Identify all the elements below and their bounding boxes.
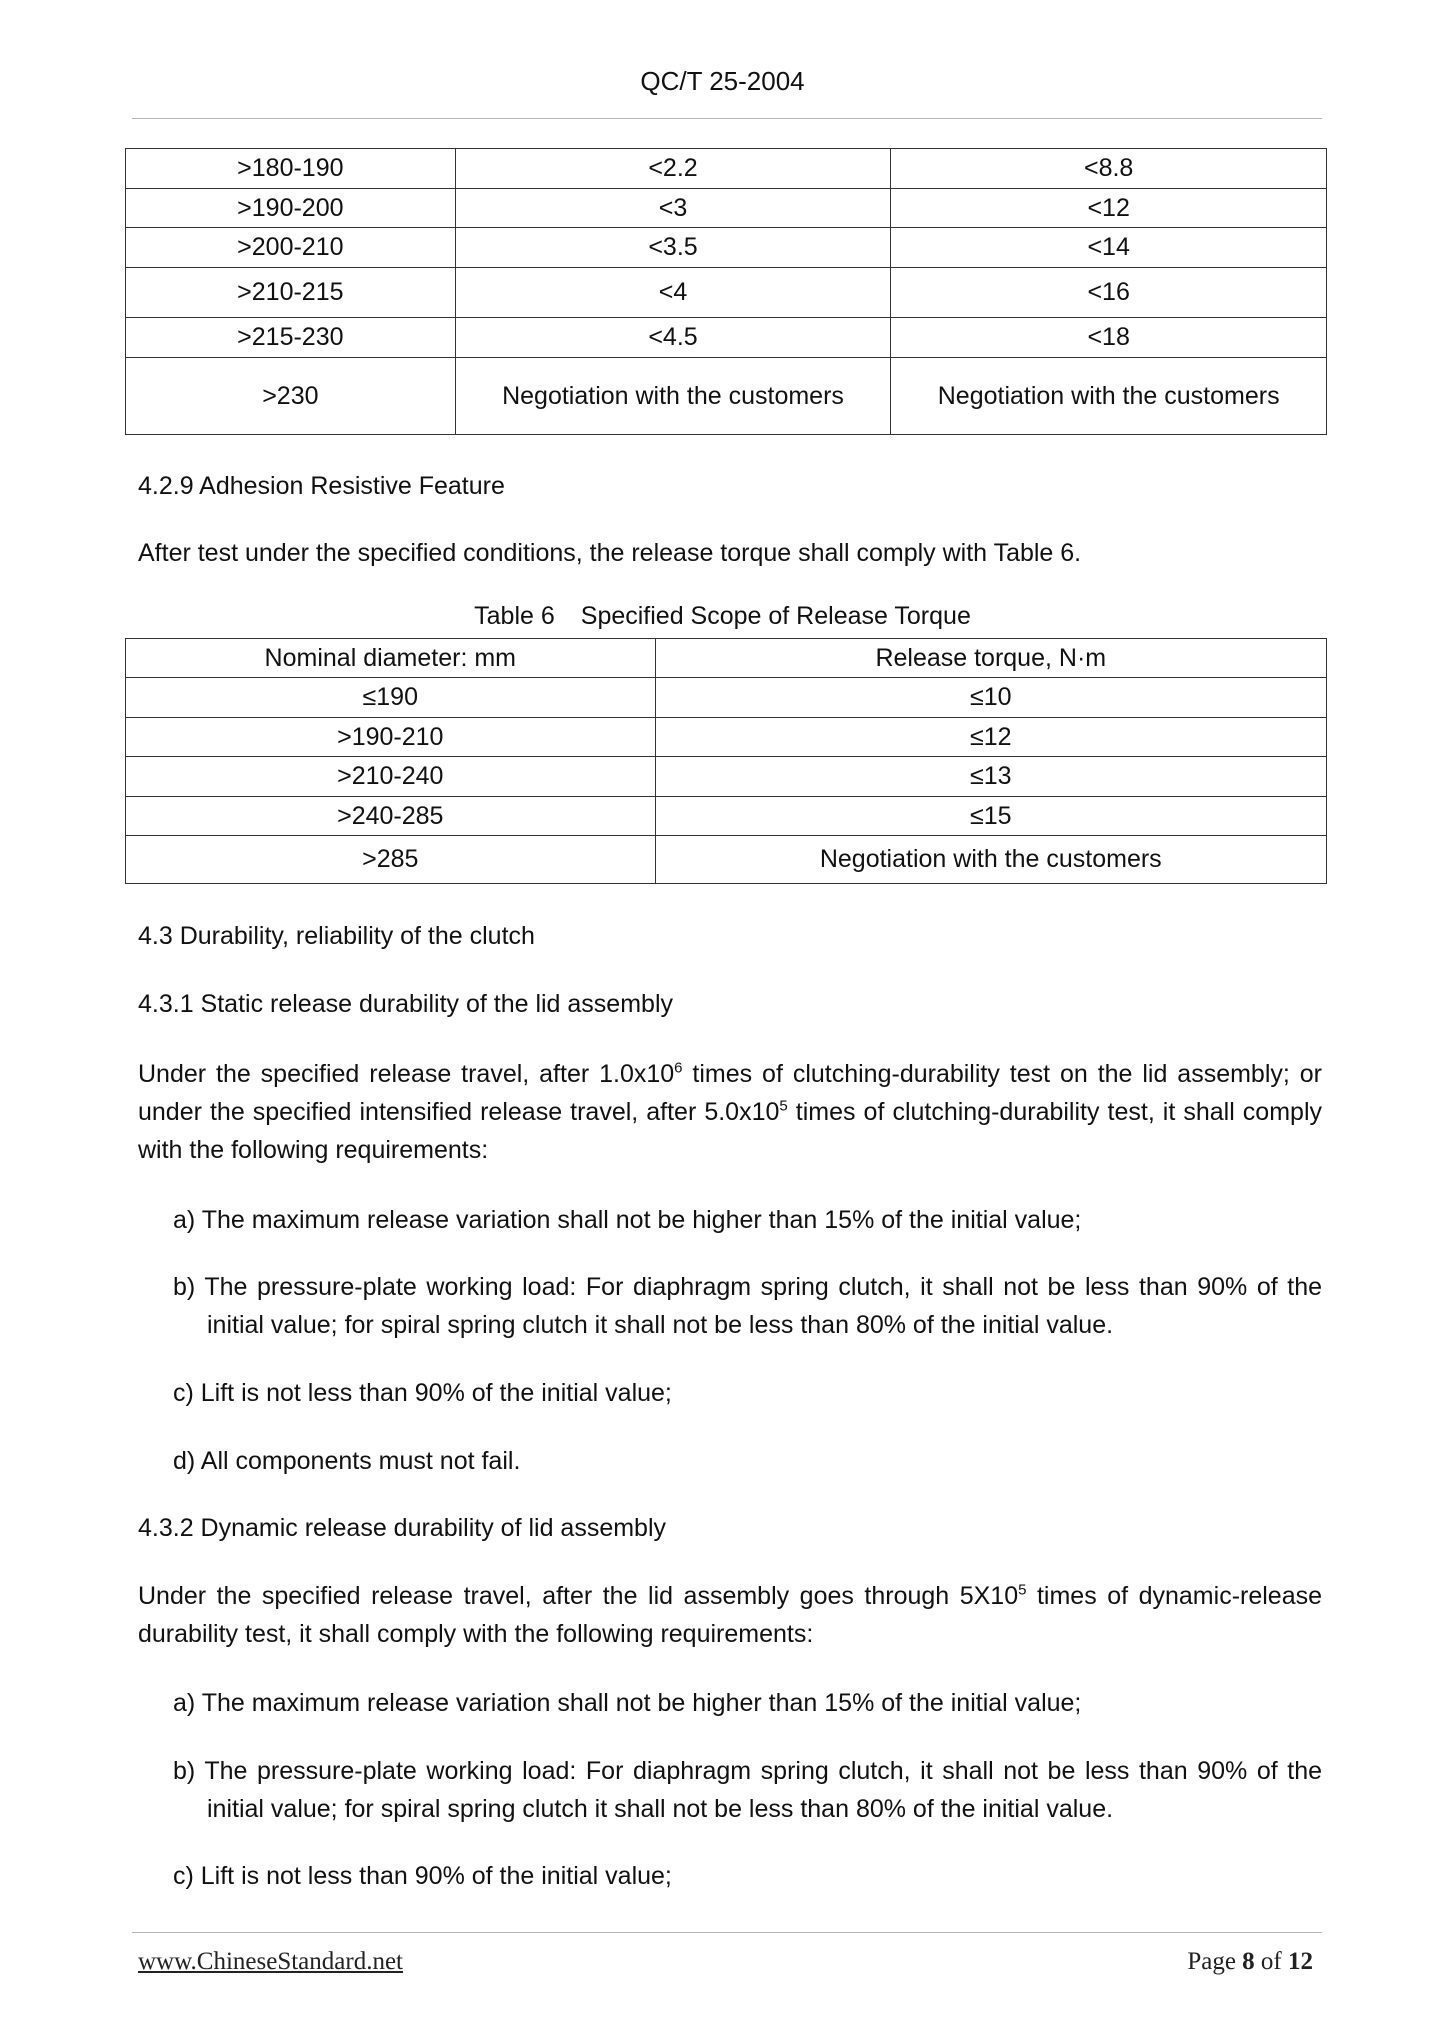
table-6-caption-title: Specified Scope of Release Torque bbox=[580, 602, 971, 630]
table-cell: Negotiation with the customers bbox=[655, 836, 1326, 884]
table-cell: >190-200 bbox=[126, 189, 456, 228]
table-6-caption-label: Table 6 bbox=[474, 602, 555, 630]
table-cell: ≤15 bbox=[655, 797, 1326, 836]
table-cell: >190-210 bbox=[126, 718, 656, 757]
list-item: a) The maximum release variation shall not be higher than 15% of the initial value; bbox=[173, 1689, 1082, 1717]
list-item: c) Lift is not less than 90% of the initial value; bbox=[173, 1379, 672, 1407]
list-item: c) Lift is not less than 90% of the initial value; bbox=[173, 1862, 672, 1890]
current-page: 8 bbox=[1242, 1948, 1255, 1975]
table-header-cell: Release torque, N·m bbox=[655, 639, 1326, 678]
table-5-continued bbox=[125, 148, 1327, 435]
table-cell: >210-215 bbox=[126, 268, 456, 318]
table-cell: <16 bbox=[891, 268, 1327, 318]
table-cell: <12 bbox=[891, 189, 1327, 228]
footer-website-link[interactable]: www.ChineseStandard.net bbox=[138, 1948, 403, 1975]
table-cell: <3.5 bbox=[455, 228, 891, 268]
section-4-3-1-heading: 4.3.1 Static release durability of the lid assembly bbox=[138, 990, 673, 1018]
total-pages: 12 bbox=[1288, 1948, 1313, 1975]
table-header-cell: Nominal diameter: mm bbox=[126, 639, 656, 678]
table-cell: <3 bbox=[455, 189, 891, 228]
section-4-3-2-heading: 4.3.2 Dynamic release durability of lid assembly bbox=[138, 1514, 667, 1542]
table-cell: Negotiation with the customers bbox=[891, 358, 1327, 435]
exponent: 5 bbox=[779, 1097, 788, 1115]
table-row bbox=[126, 228, 1327, 268]
table-cell: >240-285 bbox=[126, 797, 656, 836]
table-cell: <18 bbox=[891, 318, 1327, 358]
table-6 bbox=[125, 638, 1327, 884]
table-header-row bbox=[126, 639, 1327, 678]
footer-page-number bbox=[1187, 1948, 1313, 1976]
table-row bbox=[126, 678, 1327, 718]
section-4-2-9-heading: 4.2.9 Adhesion Resistive Feature bbox=[138, 472, 505, 500]
table-cell: >230 bbox=[126, 358, 456, 435]
table-cell: ≤13 bbox=[655, 757, 1326, 797]
table-cell: ≤12 bbox=[655, 718, 1326, 757]
table-row bbox=[126, 718, 1327, 757]
table-row bbox=[126, 757, 1327, 797]
section-4-3-2-paragraph bbox=[138, 1577, 1322, 1653]
table-row bbox=[126, 797, 1327, 836]
table-cell: ≤190 bbox=[126, 678, 656, 718]
page-header-doc-id: QC/T 25-2004 bbox=[640, 66, 805, 96]
exponent: 5 bbox=[1018, 1581, 1027, 1599]
list-item: d) All components must not fail. bbox=[173, 1447, 521, 1475]
table-row bbox=[126, 268, 1327, 318]
table-cell: >215-230 bbox=[126, 318, 456, 358]
table-cell: <14 bbox=[891, 228, 1327, 268]
table-cell: ≤10 bbox=[655, 678, 1326, 718]
list-item: b) The pressure-plate working load: For diaphragm spring clutch, it shall not be less than 90% of the initial value; for spiral spring clutch it shall not be less than 80% of the initial value. bbox=[173, 1273, 1322, 1339]
list-item: a) The maximum release variation shall not be higher than 15% of the initial value; bbox=[173, 1206, 1082, 1234]
table-cell: >285 bbox=[126, 836, 656, 884]
table-cell: >200-210 bbox=[126, 228, 456, 268]
section-4-2-9-text: After test under the specified conditions, the release torque shall comply with Table 6. bbox=[138, 539, 1082, 567]
table-cell: >210-240 bbox=[126, 757, 656, 797]
table-row bbox=[126, 149, 1327, 189]
section-4-3-1-paragraph bbox=[138, 1055, 1322, 1169]
page-word: Page bbox=[1187, 1948, 1236, 1975]
footer-rule bbox=[132, 1932, 1322, 1933]
table-6-caption bbox=[0, 602, 1445, 631]
list-item: b) The pressure-plate working load: For diaphragm spring clutch, it shall not be less than 90% of the initial value; for spiral spring clutch it shall not be less than 80% of the initial value. bbox=[173, 1757, 1322, 1823]
paragraph-text: times of clutching-durability test, it shall comply with the following requirements: bbox=[138, 1098, 1322, 1164]
table-row bbox=[126, 318, 1327, 358]
paragraph-text: times of dynamic-release durability test, it shall comply with the following requirements: bbox=[138, 1582, 1323, 1648]
paragraph-text: Under the specified release travel, after the lid assembly goes through 5X10 bbox=[138, 1582, 1019, 1610]
exponent: 6 bbox=[674, 1059, 683, 1077]
table-cell: <2.2 bbox=[455, 149, 891, 189]
table-cell: Negotiation with the customers bbox=[455, 358, 891, 435]
table-cell: <8.8 bbox=[891, 149, 1327, 189]
table-cell: >180-190 bbox=[126, 149, 456, 189]
table-cell: <4 bbox=[455, 268, 891, 318]
of-word: of bbox=[1260, 1948, 1282, 1975]
section-4-3-heading: 4.3 Durability, reliability of the clutch bbox=[138, 922, 535, 950]
paragraph-text: Under the specified release travel, after 1.0x10 bbox=[138, 1060, 675, 1088]
table-row bbox=[126, 358, 1327, 435]
table-row bbox=[126, 189, 1327, 228]
paragraph-text: times of clutching-durability test on the lid assembly; or under the specified intensified release travel, after 5.0x10 bbox=[138, 1060, 1322, 1126]
header-rule bbox=[132, 118, 1322, 119]
table-cell: <4.5 bbox=[455, 318, 891, 358]
table-row bbox=[126, 836, 1327, 884]
